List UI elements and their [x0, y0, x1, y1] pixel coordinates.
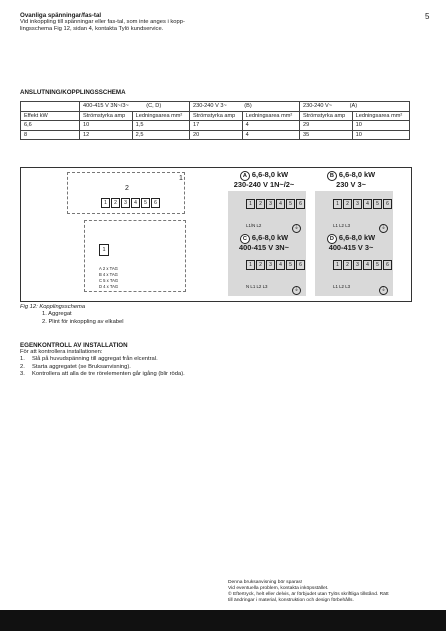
intro-line-2: lingsschema Fig 12, sidan 4, kontakta Tylö kundservice. — [20, 26, 164, 33]
step-text: Slå på huvudspänning till aggregat från elcentral. — [32, 356, 158, 363]
scheme-a-title — [224, 171, 304, 189]
tag-letter: C — [99, 278, 103, 283]
table-cell: 4 — [242, 130, 299, 140]
table-cell: 12 — [80, 130, 133, 140]
tag-letter: D — [99, 284, 103, 289]
table-row — [21, 130, 410, 140]
table-cell — [189, 102, 299, 112]
wiring-figure — [20, 167, 412, 302]
notice-line: Denna bruksanvisning bör sparas! — [228, 580, 303, 585]
terminal: 6 — [383, 260, 392, 270]
scheme-d-panel — [315, 254, 393, 296]
aggregate-box: 1 — [99, 244, 109, 256]
terminal: 3 — [121, 198, 130, 208]
table-cell — [21, 102, 80, 112]
tag-text: 2 x TAG — [102, 266, 118, 271]
notice-line: © Eftertryck, helt eller delvis, är förbjudet utan Tylös skriftliga tillstånd. Rätt — [228, 592, 389, 597]
terminal: 1 — [246, 260, 255, 270]
table-cell: Strömstyrka amp — [189, 111, 242, 121]
terminal: 1 — [246, 199, 255, 209]
table-cell: Ledningsarea mm² — [242, 111, 299, 121]
terminal: 6 — [296, 260, 305, 270]
intro-section — [20, 12, 400, 34]
table-cell: 20 — [189, 130, 242, 140]
terminal: 2 — [256, 199, 265, 209]
tag-letter: B — [99, 272, 102, 277]
check-step — [20, 371, 410, 378]
figure-label-2: 2 — [125, 185, 129, 192]
connection-heading: ANSLUTNING/KOPPLINGSSCHEMA — [20, 89, 126, 96]
caption-item: 2. Plint för inkoppling av elkabel — [42, 318, 124, 325]
check-section — [20, 342, 410, 379]
terminal: 4 — [363, 260, 372, 270]
earth-icon: ⏚ — [380, 225, 386, 231]
table-cell: Strömstyrka amp — [80, 111, 133, 121]
terminal-block — [333, 260, 393, 270]
terminal: 4 — [131, 198, 140, 208]
table-cell: Effekt kW — [21, 111, 80, 121]
table-cell: 10 — [352, 121, 409, 131]
scheme-wires: N L1 L2 L3 — [246, 284, 268, 289]
table-cell: 17 — [189, 121, 242, 131]
table-cell: 10 — [352, 130, 409, 140]
terminal-block — [246, 260, 306, 270]
table-sub-header-row — [21, 111, 410, 121]
scheme-c-title — [224, 234, 304, 252]
scheme-power: 6,6-8,0 kW — [338, 170, 376, 179]
scheme-letter: A — [240, 171, 250, 181]
table-cell: 6,6 — [21, 121, 80, 131]
scheme-c-panel — [228, 254, 306, 296]
terminal: 1 — [101, 198, 110, 208]
table-header-row — [21, 102, 410, 112]
check-step — [20, 356, 410, 363]
scheme-letter: D — [327, 234, 337, 244]
notice-line: till ändringar i material, konstruktion och design förbehålls. — [228, 598, 354, 603]
connection-table — [20, 101, 410, 140]
terminal: 4 — [276, 260, 285, 270]
tag-text: 4 x TAG — [103, 284, 119, 289]
table-cell: 10 — [80, 121, 133, 131]
scheme-power: 6,6-8,0 kW — [251, 233, 289, 242]
tag-text: 5 x TAG — [103, 278, 119, 283]
step-number: 1. — [20, 356, 25, 363]
table-cell: 29 — [299, 121, 352, 131]
scheme-voltage: 400-415 V 3N~ — [239, 243, 289, 252]
terminal: 1 — [333, 260, 342, 270]
terminal: 3 — [353, 199, 362, 209]
voltage-230-3-type: (B) — [244, 103, 252, 109]
voltage-400-types: (C, D) — [146, 103, 162, 109]
voltage-400: 400-415 V 3N~/3~ — [83, 103, 129, 109]
terminal: 5 — [373, 199, 382, 209]
figure-label-1: 1 — [179, 175, 183, 182]
tag-letter: A — [99, 266, 102, 271]
table-cell: 35 — [299, 130, 352, 140]
scheme-wires: L1 L2 L3 — [333, 223, 351, 228]
terminal: 3 — [353, 260, 362, 270]
step-text: Kontrollera att alla de tre rörelementen går igång (blir röda). — [32, 371, 185, 378]
table-cell: 8 — [21, 130, 80, 140]
voltage-230-3: 230-240 V 3~ — [192, 103, 227, 109]
table-cell: 4 — [242, 121, 299, 131]
table-cell — [80, 102, 190, 112]
terminal-block — [101, 198, 161, 208]
terminal: 1 — [333, 199, 342, 209]
scheme-b-title — [311, 171, 391, 189]
voltage-230-1-type: (A) — [349, 103, 358, 109]
scheme-power: 6,6-8,0 kW — [251, 170, 289, 179]
terminal: 6 — [296, 199, 305, 209]
terminal: 3 — [266, 260, 275, 270]
terminal: 5 — [141, 198, 150, 208]
table-cell: Strömstyrka amp — [299, 111, 352, 121]
check-intro: För att kontrollera installationen: — [20, 349, 103, 355]
step-text: Starta aggregatet (se Bruksanvisning). — [32, 363, 131, 370]
terminal-block — [333, 199, 393, 209]
terminal: 5 — [286, 199, 295, 209]
scheme-d-title — [311, 234, 391, 252]
terminal-block — [246, 199, 306, 209]
terminal: 3 — [266, 199, 275, 209]
scheme-letter: B — [327, 171, 337, 181]
tag-text: 4 x TAG — [102, 272, 118, 277]
terminal: 2 — [256, 260, 265, 270]
voltage-230-1: 230-240 V~ — [302, 103, 333, 109]
scheme-voltage: 400-415 V 3~ — [328, 243, 374, 252]
terminal: 5 — [373, 260, 382, 270]
table-cell: 1,5 — [132, 121, 189, 131]
terminal: 2 — [111, 198, 120, 208]
terminal: 2 — [343, 199, 352, 209]
page-number: 5 — [425, 12, 430, 21]
table-cell: 2,5 — [132, 130, 189, 140]
terminal: 6 — [151, 198, 160, 208]
terminal: 4 — [363, 199, 372, 209]
intro-heading: Ovanliga spänningar/fas-tal — [20, 12, 102, 19]
table-cell: Ledningsarea mm² — [132, 111, 189, 121]
table-row — [21, 121, 410, 131]
table-cell: Ledningsarea mm² — [352, 111, 409, 121]
tag-item — [99, 284, 118, 290]
figure-caption — [20, 304, 124, 326]
scheme-letter: C — [240, 234, 250, 244]
notice — [228, 580, 440, 604]
terminal: 5 — [286, 260, 295, 270]
step-number: 3. — [20, 371, 25, 378]
earth-icon: ⏚ — [293, 225, 299, 231]
scheme-voltage: 230 V 3~ — [336, 180, 366, 189]
check-heading: EGENKONTROLL AV INSTALLATION — [20, 342, 128, 349]
earth-icon: ⏚ — [293, 287, 299, 293]
terminal: 2 — [343, 260, 352, 270]
table-cell — [299, 102, 409, 112]
footer-bar — [0, 610, 446, 631]
caption-item: 1. Aggregat — [42, 311, 72, 318]
caption-title: Fig 12: Kopplingsschema — [20, 304, 86, 310]
notice-line: Vid eventuella problem, kontakta inköpsstället. — [228, 586, 329, 591]
intro-line-1: Vid inkoppling till spänningar eller fas-tal, som inte anges i kopp- — [20, 19, 185, 25]
terminal: 4 — [276, 199, 285, 209]
earth-icon: ⏚ — [380, 287, 386, 293]
scheme-wires: L1 L2 L3 — [333, 284, 351, 289]
scheme-voltage: 230-240 V 1N~/2~ — [233, 180, 295, 189]
scheme-wires: L1/N L2 — [246, 223, 262, 228]
scheme-power: 6,6-8,0 kW — [338, 233, 376, 242]
tag-list — [99, 266, 118, 290]
step-number: 2. — [20, 363, 25, 370]
terminal: 6 — [383, 199, 392, 209]
